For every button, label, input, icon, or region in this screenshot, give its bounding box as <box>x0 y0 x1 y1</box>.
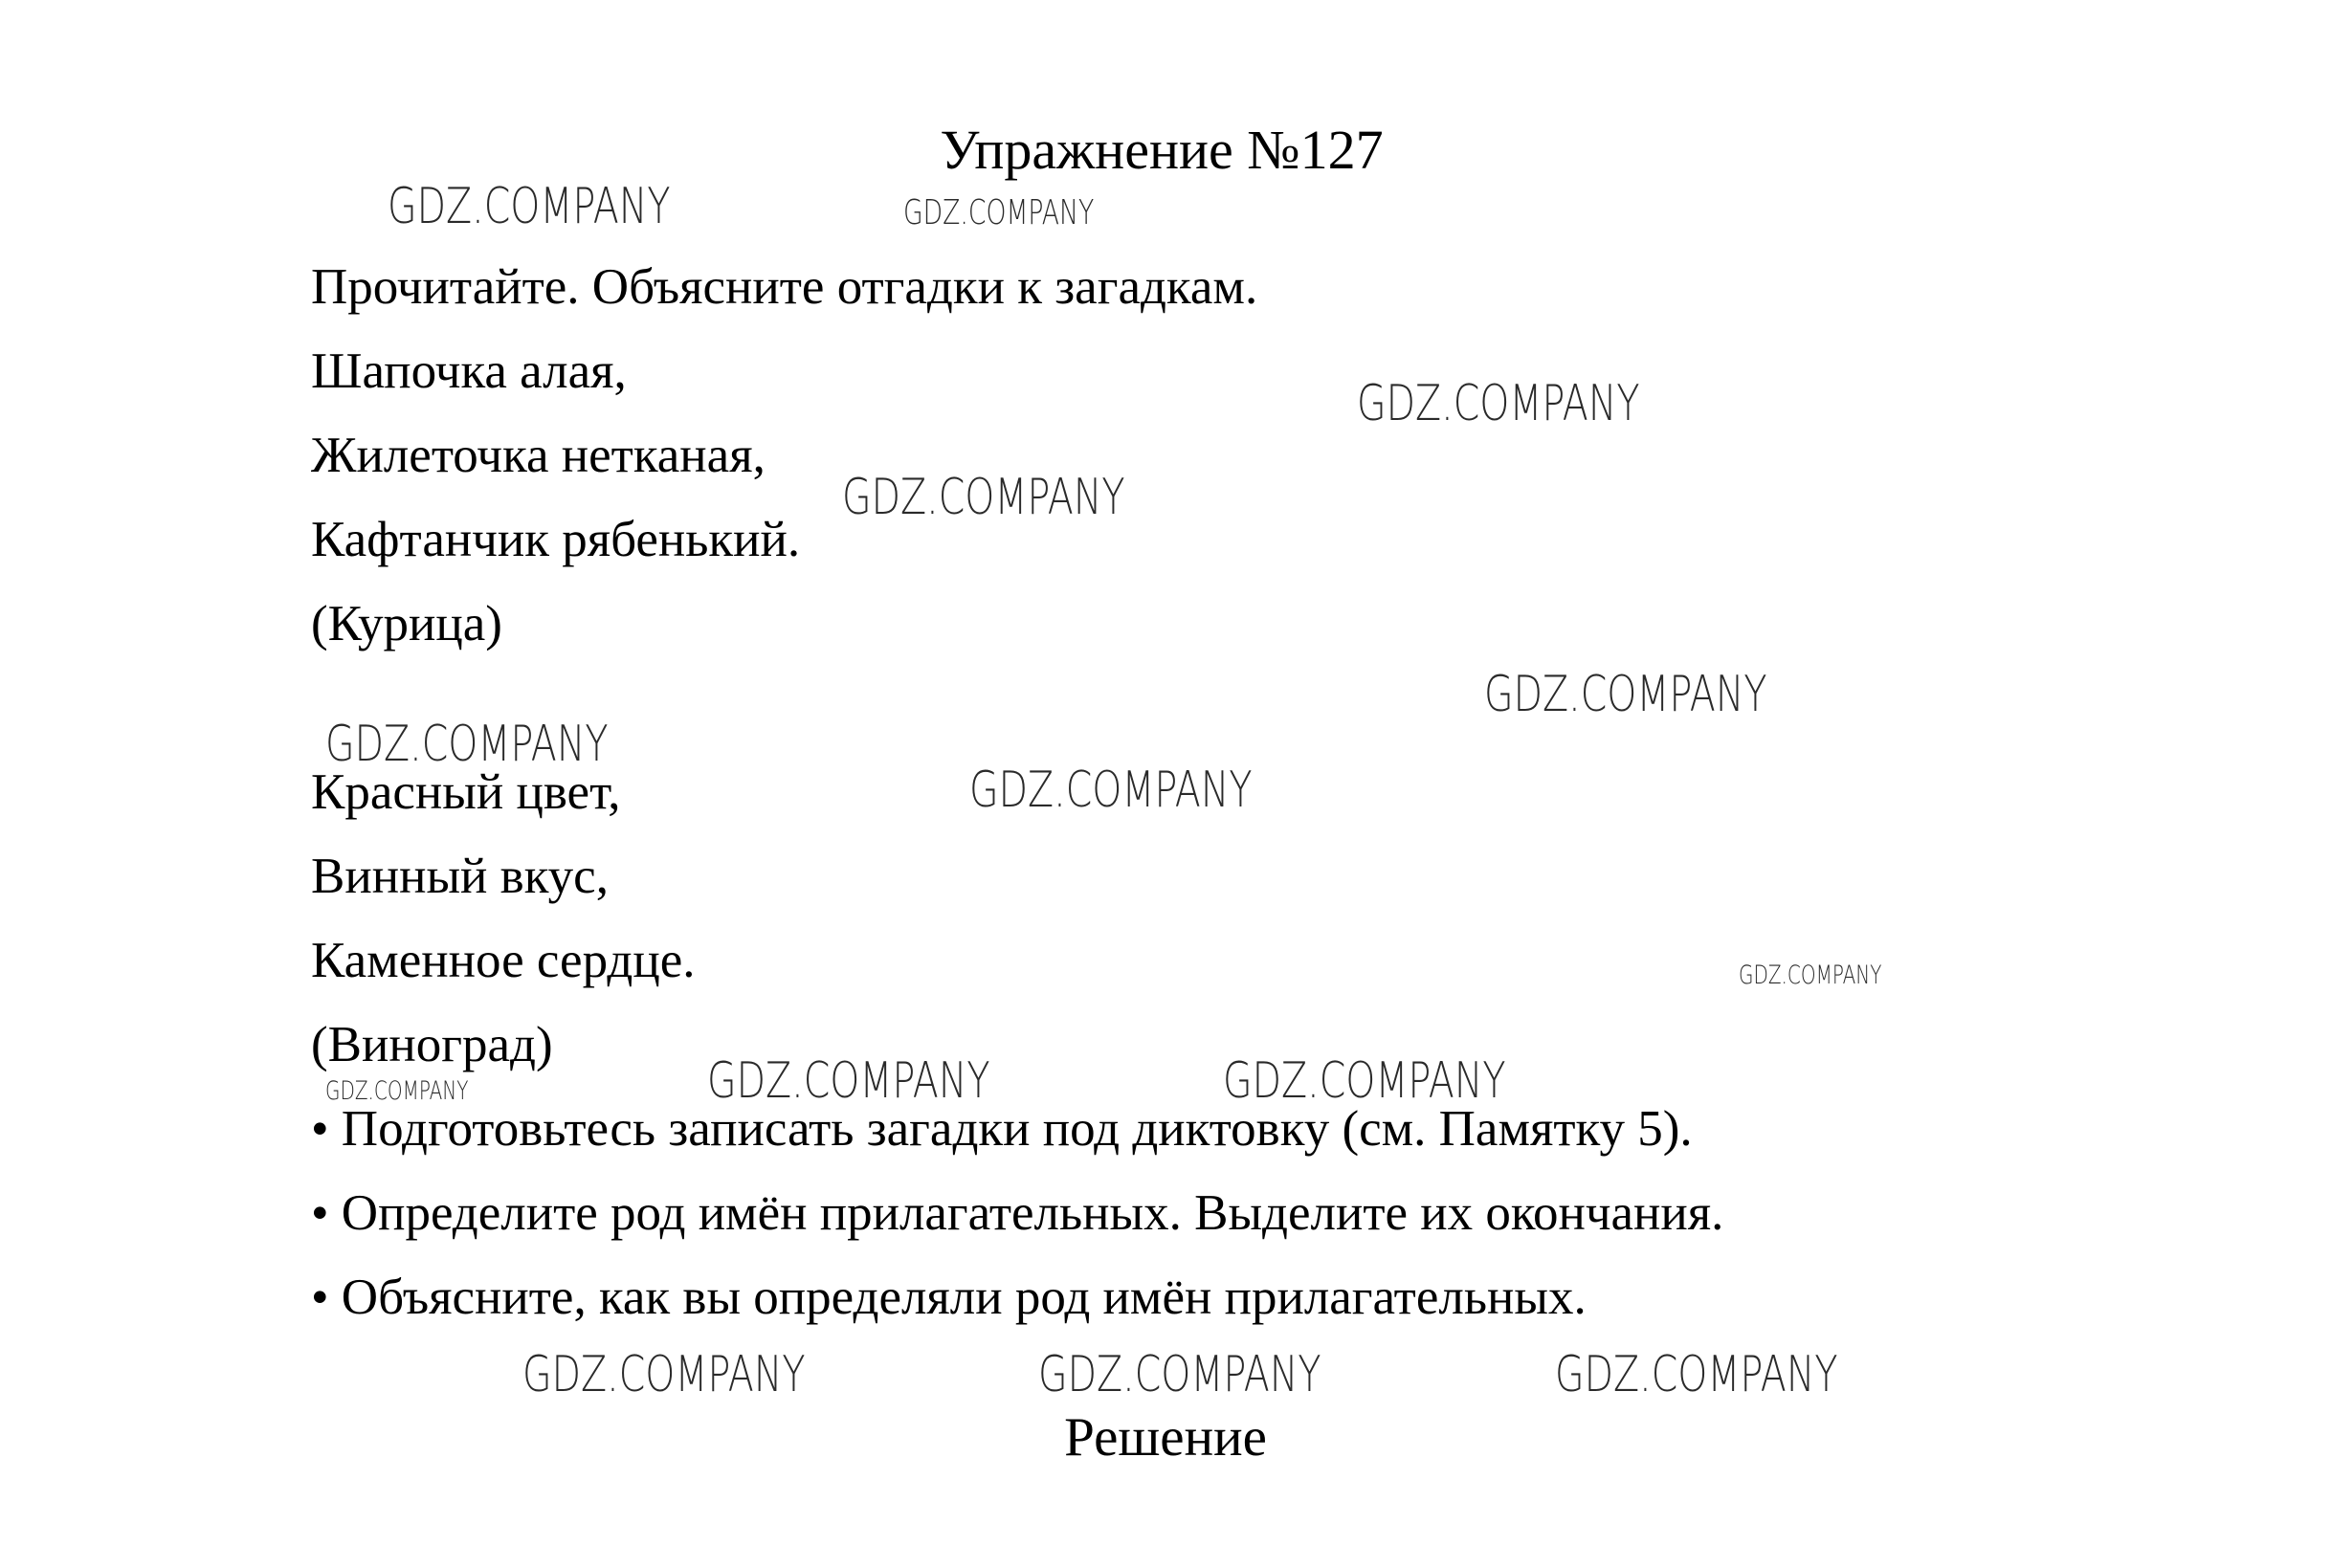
riddle-1-line-3: Кафтанчик рябенький. <box>311 512 801 567</box>
watermark: GDZ.COMPANY <box>1038 1346 1321 1403</box>
watermark: GDZ.COMPANY <box>1739 961 1882 990</box>
watermark: GDZ.COMPANY <box>522 1346 806 1403</box>
watermark: GDZ.COMPANY <box>1357 375 1640 432</box>
watermark: GDZ.COMPANY <box>388 178 671 235</box>
watermark: GDZ.COMPANY <box>842 469 1125 526</box>
task-instruction: Прочитайте. Объясните отгадки к загадкам. <box>311 259 1258 315</box>
watermark: GDZ.COMPANY <box>969 762 1253 819</box>
exercise-title: Упражнение №127 <box>940 119 1384 181</box>
watermark: GDZ.COMPANY <box>325 716 609 773</box>
riddle-1-line-1: Шапочка алая, <box>311 343 627 399</box>
watermark: GDZ.COMPANY <box>1223 1052 1506 1110</box>
riddle-2-line-2: Винный вкус, <box>311 849 609 904</box>
riddle-2-line-3: Каменное сердце. <box>311 933 696 988</box>
watermark: GDZ.COMPANY <box>1484 666 1767 723</box>
watermark: GDZ.COMPANY <box>325 1076 469 1106</box>
watermark: GDZ.COMPANY <box>1555 1346 1838 1403</box>
riddle-2-answer: (Виноград) <box>311 1017 553 1072</box>
watermark: GDZ.COMPANY <box>903 193 1095 232</box>
riddle-2-line-1: Красный цвет, <box>311 764 621 820</box>
riddle-1-line-2: Жилеточка нетканая, <box>311 428 766 483</box>
task-bullet-3: • Объясните, как вы определяли род имён прилагательных. <box>311 1270 1587 1325</box>
solution-heading: Решение <box>1064 1407 1267 1468</box>
watermark: GDZ.COMPANY <box>707 1052 990 1110</box>
task-bullet-1: • Подготовьтесь записать загадки под диктовку (см. Памятку 5). <box>311 1101 1693 1157</box>
riddle-1-answer: (Курица) <box>311 596 502 651</box>
task-bullet-2: • Определите род имён прилагательных. Выделите их окончания. <box>311 1185 1724 1241</box>
